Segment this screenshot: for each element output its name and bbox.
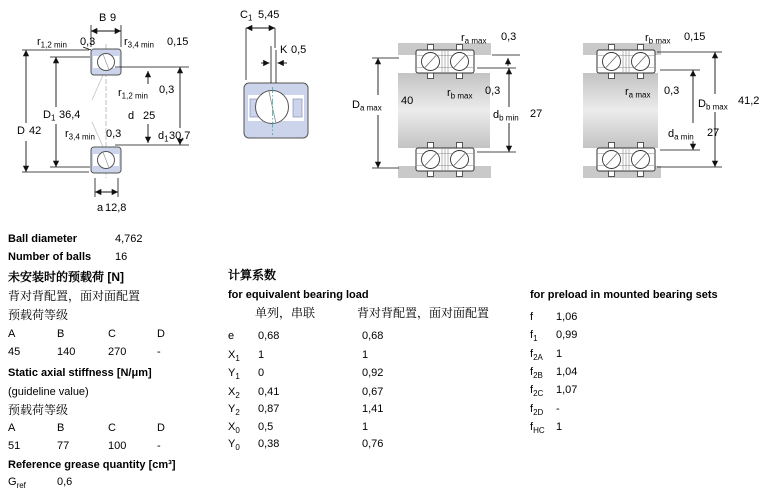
dim-D-label: D bbox=[17, 125, 25, 137]
preload-symbol-f2c: $f_{2C}$ bbox=[530, 384, 544, 399]
preload-value-f: 1,06 bbox=[556, 311, 578, 323]
factor-y2-single: 0,87 bbox=[258, 403, 280, 415]
ball-diameter-value: 4,762 bbox=[115, 233, 143, 245]
preload-symbol-f2a: $f_{2A}$ bbox=[530, 348, 543, 363]
factor-symbol-x1: $X_1$ bbox=[228, 349, 240, 364]
dim-db-value: 27 bbox=[530, 108, 543, 120]
stiffness-title: Static axial stiffness [N/μm] bbox=[8, 367, 152, 379]
factor-y1-paired: 0,92 bbox=[362, 367, 384, 379]
dim-d-value: 25 bbox=[143, 110, 156, 122]
factor-x2-single: 0,41 bbox=[258, 386, 280, 398]
dim-Db-label: $D_{b max}$ bbox=[698, 98, 728, 112]
preload-title: 未安装时的预载荷 [N] bbox=[8, 270, 124, 284]
dim-ra-left-value: 0,3 bbox=[501, 31, 517, 43]
dim-c1-value: 5,45 bbox=[258, 9, 280, 21]
preload-value-d: - bbox=[157, 346, 161, 358]
dim-rb-left-value: 0,3 bbox=[485, 85, 501, 97]
factor-symbol-y2: $Y_2$ bbox=[228, 403, 240, 418]
dim-D1-value: 36,4 bbox=[59, 109, 81, 121]
preload-class-label: 预载荷等级 bbox=[8, 308, 69, 322]
preload-header-b: B bbox=[57, 328, 65, 340]
dim-d1-label: $d_1$ bbox=[158, 130, 169, 144]
front-view-diagram bbox=[17, 12, 190, 214]
factor-x0-paired: 1 bbox=[362, 421, 369, 433]
preload-value-f2a: 1 bbox=[556, 348, 563, 360]
dim-Db-value: 41,2 bbox=[738, 95, 760, 107]
preload-sets-title: for preload in mounted bearing sets bbox=[530, 289, 718, 301]
dim-Da-label: $D_{a max}$ bbox=[352, 99, 382, 113]
dim-rb-right-label: $r_{b max}$ bbox=[645, 32, 671, 46]
dim-da-value: 27 bbox=[707, 127, 720, 139]
dim-r34-low-label: $r_{3,4 min}$ bbox=[65, 128, 95, 142]
factor-symbol-y0: $Y_0$ bbox=[228, 438, 240, 453]
dim-D-value: 42 bbox=[29, 125, 42, 137]
dim-b-label: B bbox=[99, 12, 107, 24]
factor-y0-single: 0,38 bbox=[258, 438, 280, 450]
preload-value-c: 270 bbox=[108, 346, 127, 358]
grease-symbol: $G_{ref}$ bbox=[8, 476, 26, 491]
preload-symbol-f2b: $f_{2B}$ bbox=[530, 366, 543, 381]
factor-x1-paired: 1 bbox=[362, 349, 369, 361]
dim-r12-mid-value: 0,3 bbox=[159, 84, 175, 96]
stiffness-note: (guideline value) bbox=[8, 386, 89, 398]
preload-header-a: A bbox=[8, 328, 16, 340]
stiffness-value-a: 51 bbox=[8, 440, 21, 452]
preload-value-f2d: - bbox=[556, 403, 560, 415]
factor-symbol-e: e bbox=[228, 330, 235, 342]
stiffness-header-d: D bbox=[157, 422, 165, 434]
dim-rb-right-value: 0,15 bbox=[684, 31, 706, 43]
factor-symbol-y1: $Y_1$ bbox=[228, 367, 240, 382]
preload-header-c: C bbox=[108, 328, 116, 340]
preload-symbol-f1: $f_1$ bbox=[530, 329, 538, 344]
dim-r12-top-value: 0,3 bbox=[80, 36, 96, 48]
dim-da-label: $d_{a min}$ bbox=[668, 128, 694, 142]
dim-k-label: K bbox=[280, 44, 288, 56]
ball-diameter-label: Ball diameter bbox=[8, 233, 78, 245]
dim-ra-right-value: 0,3 bbox=[664, 85, 680, 97]
dim-rb-left-label: $r_{b max}$ bbox=[447, 87, 473, 101]
preload-value-f2c: 1,07 bbox=[556, 384, 578, 396]
preload-symbol-f2d: $f_{2D}$ bbox=[530, 403, 544, 418]
preload-symbol-f: f bbox=[530, 311, 534, 323]
equivalent-col1-header: 单列，串联 bbox=[255, 306, 316, 320]
preload-value-f2b: 1,04 bbox=[556, 366, 578, 378]
dim-ra-right-label: $r_{a max}$ bbox=[625, 86, 651, 100]
preload-subtitle: 背对背配置，面对面配置 bbox=[8, 289, 141, 303]
dim-a-label: a bbox=[97, 202, 104, 214]
dim-Da-value: 40 bbox=[401, 95, 414, 107]
stiffness-header-a: A bbox=[8, 422, 16, 434]
stiffness-header-c: C bbox=[108, 422, 116, 434]
factor-y2-paired: 1,41 bbox=[362, 403, 384, 415]
grease-value: 0,6 bbox=[57, 476, 73, 488]
dim-D1-label: $D_1$ bbox=[43, 109, 56, 123]
equivalent-col2-header: 背对背配置，面对面配置 bbox=[357, 306, 490, 320]
calc-title: 计算系数 bbox=[228, 268, 277, 282]
mounting-right-diagram bbox=[583, 31, 759, 178]
section-view-diagram bbox=[240, 9, 308, 138]
factor-e-paired: 0,68 bbox=[362, 330, 384, 342]
dim-db-label: $d_{b min}$ bbox=[493, 109, 519, 123]
dim-d-label: d bbox=[128, 110, 135, 122]
preload-value-b: 140 bbox=[57, 346, 76, 358]
mounting-left-diagram bbox=[352, 31, 542, 178]
dim-b-value: 9 bbox=[110, 12, 117, 24]
factor-e-single: 0,68 bbox=[258, 330, 280, 342]
stiffness-class-label: 预载荷等级 bbox=[8, 403, 69, 417]
dim-r12-top-label: $r_{1,2 min}$ bbox=[37, 36, 67, 50]
dim-k-value: 0,5 bbox=[291, 44, 307, 56]
grease-title: Reference grease quantity [cm³] bbox=[8, 459, 176, 471]
equivalent-load-title: for equivalent bearing load bbox=[228, 289, 369, 301]
factor-y0-paired: 0,76 bbox=[362, 438, 384, 450]
factor-x1-single: 1 bbox=[258, 349, 265, 361]
factor-symbol-x2: $X_2$ bbox=[228, 386, 240, 401]
preload-symbol-fhc: $f_{HC}$ bbox=[530, 421, 545, 436]
factor-y1-single: 0 bbox=[258, 367, 265, 379]
preload-value-a: 45 bbox=[8, 346, 21, 358]
dim-r34-top-label: $r_{3,4 min}$ bbox=[124, 36, 154, 50]
stiffness-value-c: 100 bbox=[108, 440, 127, 452]
factor-x0-single: 0,5 bbox=[258, 421, 274, 433]
factor-symbol-x0: $X_0$ bbox=[228, 421, 240, 436]
stiffness-value-b: 77 bbox=[57, 440, 70, 452]
dim-r34-top-value: 0,15 bbox=[167, 36, 189, 48]
stiffness-value-d: - bbox=[157, 440, 161, 452]
dim-c1-label: $C_1$ bbox=[240, 9, 253, 23]
dim-a-value: 12,8 bbox=[105, 202, 127, 214]
stiffness-header-b: B bbox=[57, 422, 65, 434]
dim-r12-mid-label: $r_{1,2 min}$ bbox=[118, 87, 148, 101]
dim-d1-value: 30,7 bbox=[169, 130, 191, 142]
preload-value-fhc: 1 bbox=[556, 421, 563, 433]
preload-value-f1: 0,99 bbox=[556, 329, 578, 341]
factor-x2-paired: 0,67 bbox=[362, 386, 384, 398]
number-of-balls-value: 16 bbox=[115, 251, 128, 263]
number-of-balls-label: Number of balls bbox=[8, 251, 92, 263]
preload-header-d: D bbox=[157, 328, 165, 340]
dim-ra-left-label: $r_{a max}$ bbox=[461, 32, 487, 46]
dim-r34-low-value: 0,3 bbox=[106, 128, 122, 140]
dimension-drawings bbox=[0, 0, 769, 225]
